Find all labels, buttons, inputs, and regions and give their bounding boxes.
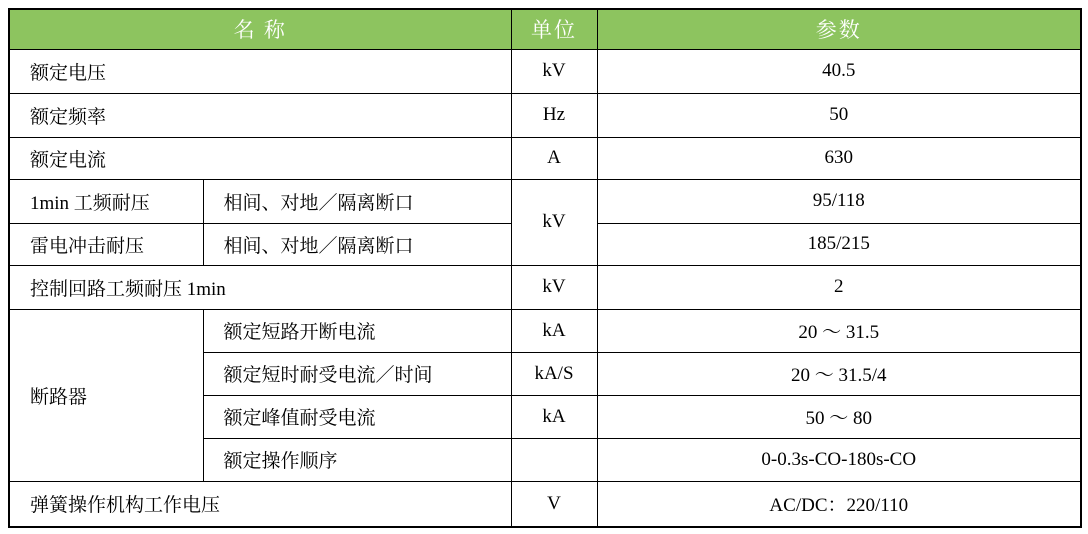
header-unit: 单位 (511, 9, 597, 49)
cell-rated-voltage-param: 40.5 (597, 49, 1081, 93)
table-row-spring-mechanism (9, 481, 1081, 527)
table-row-rated-voltage (9, 49, 1081, 93)
table-row-rated-current (9, 137, 1081, 179)
cell-lightning-impulse-sub: 相间、对地／隔离断口 (203, 223, 511, 265)
cell-operating-sequence-unit (511, 438, 597, 481)
table-row-power-freq-withstand (9, 179, 1081, 223)
cell-rated-current-name: 额定电流 (9, 137, 511, 179)
table-row-rated-frequency (9, 93, 1081, 137)
cell-rated-frequency-param: 50 (597, 93, 1081, 137)
cell-control-circuit-unit: kV (511, 265, 597, 309)
cell-operating-sequence-name: 额定操作顺序 (203, 438, 511, 481)
cell-breaking-current-unit: kA (511, 309, 597, 352)
cell-rated-current-param: 630 (597, 137, 1081, 179)
cell-control-circuit-param: 2 (597, 265, 1081, 309)
cell-rated-current-unit: A (511, 137, 597, 179)
header-param: 参数 (597, 9, 1081, 49)
cell-peak-current-name: 额定峰值耐受电流 (203, 395, 511, 438)
cell-control-circuit-name: 控制回路工频耐压 1min (9, 265, 511, 309)
cell-rated-frequency-unit: Hz (511, 93, 597, 137)
cell-peak-current-unit: kA (511, 395, 597, 438)
cell-breaking-current-name: 额定短路开断电流 (203, 309, 511, 352)
cell-rated-voltage-unit: kV (511, 49, 597, 93)
cell-spring-mechanism-param: AC/DC：220/110 (597, 481, 1081, 527)
cell-rated-voltage-name: 额定电压 (9, 49, 511, 93)
cell-withstand-unit-merged: kV (511, 179, 597, 265)
cell-spring-mechanism-unit: V (511, 481, 597, 527)
table-row-breaking-current (9, 309, 1081, 352)
table-header-row (9, 9, 1081, 49)
cell-peak-current-param: 50 ～ 80 (597, 395, 1081, 438)
cell-short-time-current-name: 额定短时耐受电流／时间 (203, 352, 511, 395)
table-row-control-circuit (9, 265, 1081, 309)
cell-lightning-impulse-param: 185/215 (597, 223, 1081, 265)
cell-spring-mechanism-name: 弹簧操作机构工作电压 (9, 481, 511, 527)
cell-breaker-group-label: 断路器 (9, 309, 203, 481)
cell-rated-frequency-name: 额定频率 (9, 93, 511, 137)
cell-short-time-current-unit: kA/S (511, 352, 597, 395)
cell-power-freq-withstand-sub: 相间、对地／隔离断口 (203, 179, 511, 223)
spec-table (8, 8, 1082, 528)
cell-short-time-current-param: 20 ～ 31.5/4 (597, 352, 1081, 395)
cell-power-freq-withstand-name: 1min 工频耐压 (9, 179, 203, 223)
cell-breaking-current-param: 20 ～ 31.5 (597, 309, 1081, 352)
cell-lightning-impulse-name: 雷电冲击耐压 (9, 223, 203, 265)
header-name: 名 称 (9, 9, 511, 49)
cell-operating-sequence-param: 0-0.3s-CO-180s-CO (597, 438, 1081, 481)
cell-power-freq-withstand-param: 95/118 (597, 179, 1081, 223)
